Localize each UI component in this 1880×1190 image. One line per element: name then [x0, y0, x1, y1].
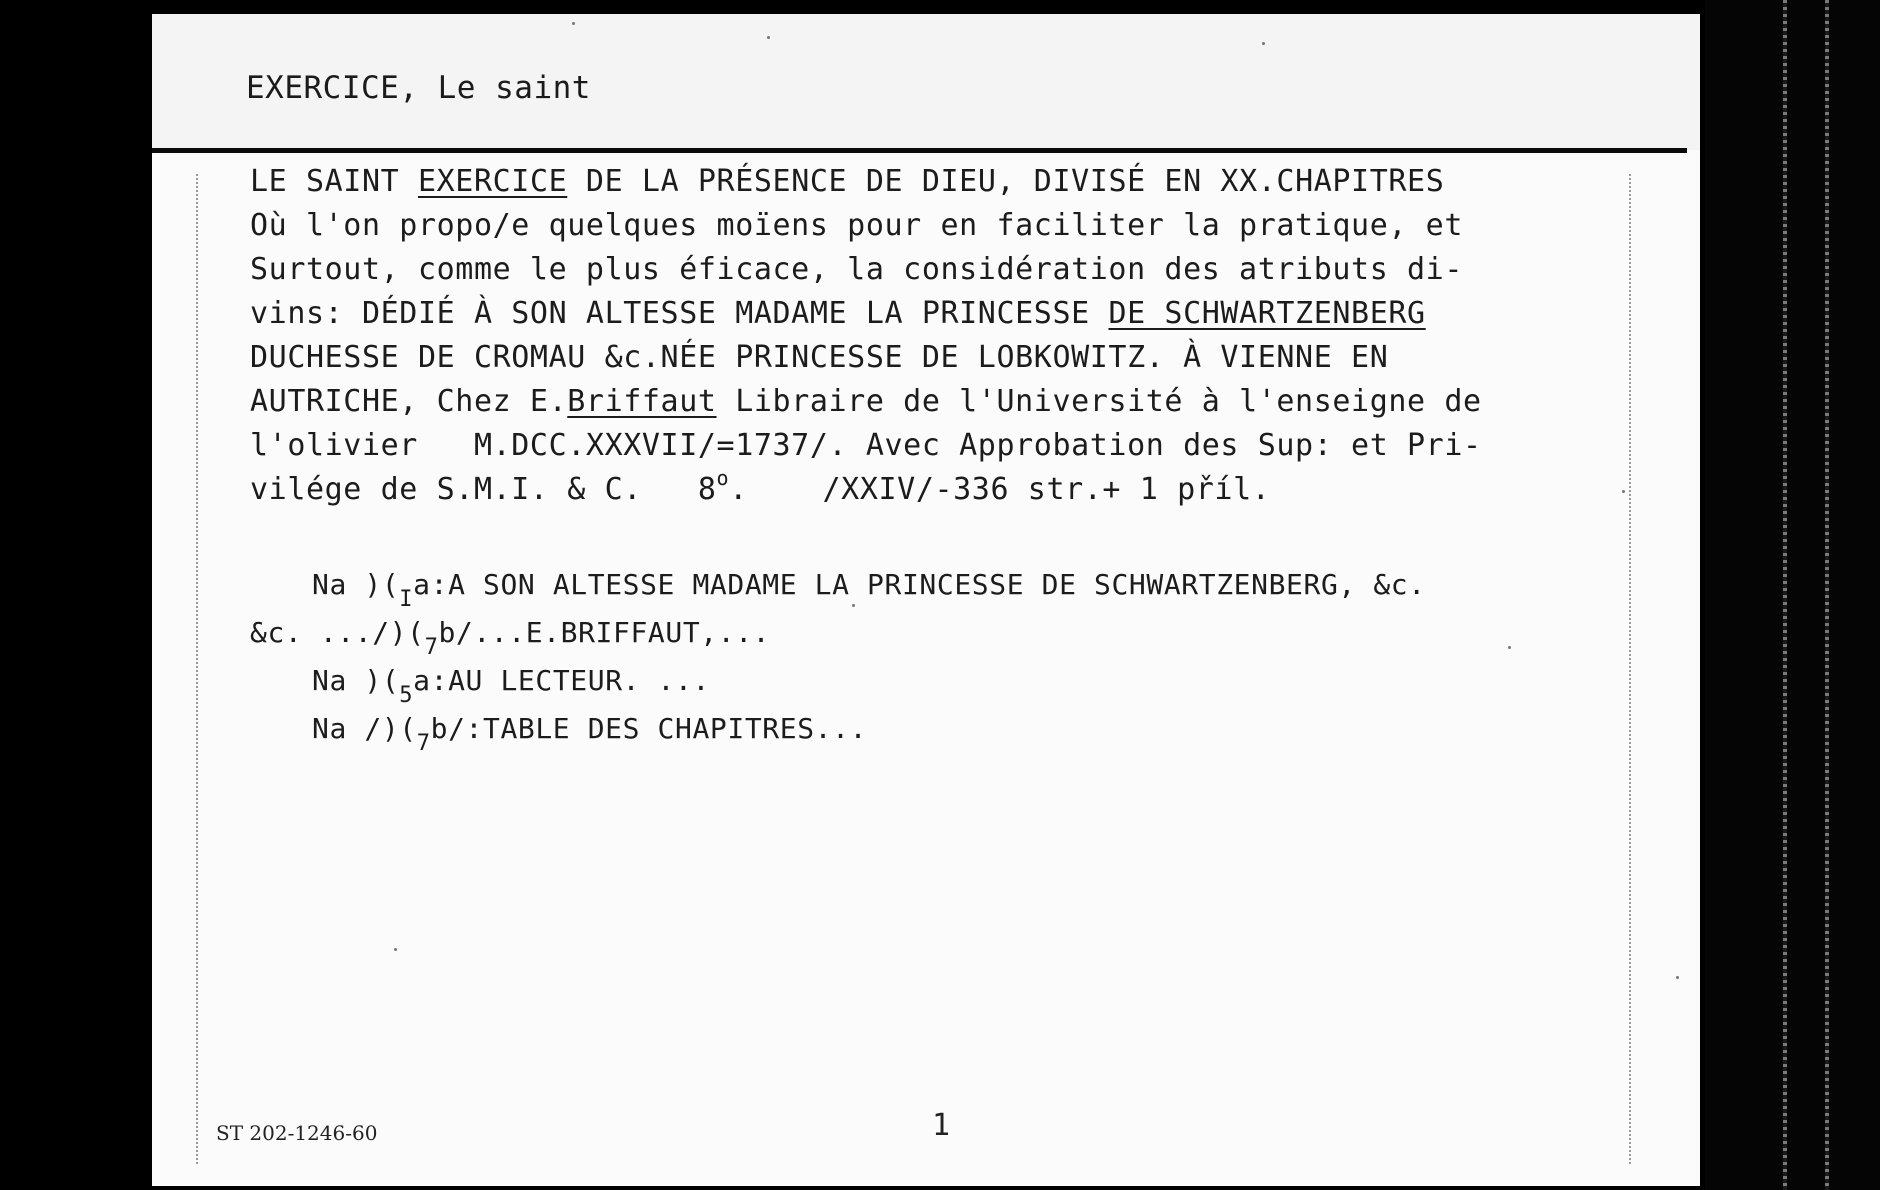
description-line [250, 296, 1426, 331]
page-number: 1 [932, 1108, 951, 1143]
description-line-segment: . /XXIV/-336 str.+ 1 příl. [729, 472, 1271, 507]
description-line [250, 164, 1444, 199]
description-line-segment: Surtout, comme le plus éficace, la considération des atributs di- [250, 252, 1463, 287]
description-line [250, 208, 1463, 243]
description-line-segment: Briffaut [567, 384, 717, 419]
header-rule [152, 148, 1687, 153]
description-line-segment: AUTRICHE, Chez E. [250, 384, 568, 419]
description-line-segment: LE SAINT [250, 164, 418, 199]
card-header [152, 14, 1700, 150]
description-line [250, 252, 1463, 287]
description-line [250, 340, 1388, 375]
scan-speck [767, 36, 770, 39]
scan-edge-stripe [1825, 0, 1829, 1190]
note-line-segment: a:AU LECTEUR. ... [413, 664, 710, 697]
note-line-segment: I [399, 587, 414, 612]
note-line-segment: 5 [399, 683, 414, 708]
left-scan-border [0, 0, 152, 1190]
description-line-segment: Libraire de l'Université à l'enseigne de [716, 384, 1482, 419]
scan-speck [394, 948, 397, 951]
scan-speck [572, 22, 575, 25]
note-line-segment: Na /)( [312, 712, 417, 745]
card-code: ST 202-1246-60 [216, 1121, 378, 1145]
right-scan-border [1705, 0, 1880, 1190]
description-line [250, 384, 1482, 419]
description-line-segment: Où l'on propo/e quelques moïens pour en faciliter la pratique, et [250, 208, 1463, 243]
note-line-segment: b/:TABLE DES CHAPITRES... [430, 712, 868, 745]
description-line-segment: vins: DÉDIÉ À SON ALTESSE MADAME LA PRINCESSE [250, 296, 1109, 331]
note-line-segment: Na )( [312, 664, 400, 697]
description-line-segment: vilége de S.M.I. & C. 8 [250, 472, 717, 507]
description-line-segment: DE LA PRÉSENCE DE DIEU, DIVISÉ EN XX.CHAPITRES [567, 164, 1445, 199]
description-line-segment: DE SCHWARTZENBERG [1108, 296, 1426, 331]
description-line-segment: DUCHESSE DE CROMAU &c.NÉE PRINCESSE DE LOBKOWITZ. À VIENNE EN [250, 340, 1389, 375]
note-line [250, 616, 771, 660]
description-line-segment: EXERCICE [417, 164, 568, 199]
note-line-segment: 7 [416, 731, 431, 756]
description-line [250, 466, 1271, 507]
card-heading: EXERCICE, Le saint [246, 70, 591, 106]
scan-speck [1262, 42, 1265, 45]
note-line-segment: Na )( [312, 568, 400, 601]
note-line-segment: &c. .../)( [250, 616, 425, 649]
scan-speck [1508, 646, 1511, 649]
description-line-segment: l'olivier M.DCC.XXXVII/=1737/. Avec Approbation des Sup: et Pri- [250, 428, 1482, 463]
description-line [250, 428, 1482, 463]
catalog-card [152, 14, 1700, 1186]
note-line-segment: 7 [424, 635, 439, 660]
scan-speck [852, 604, 855, 607]
note-line [312, 664, 710, 708]
note-line [312, 712, 868, 756]
right-margin-line [1629, 174, 1631, 1164]
description-line-segment: o [716, 466, 730, 490]
note-line [312, 568, 1426, 612]
scan-speck [1622, 490, 1625, 493]
left-margin-line [196, 174, 198, 1164]
scan-speck [1676, 976, 1679, 979]
note-line-segment: b/...E.BRIFFAUT,... [438, 616, 771, 649]
scan-edge-stripe [1783, 0, 1787, 1190]
note-line-segment: a:A SON ALTESSE MADAME LA PRINCESSE DE SCHWARTZENBERG, &c. [413, 568, 1426, 601]
